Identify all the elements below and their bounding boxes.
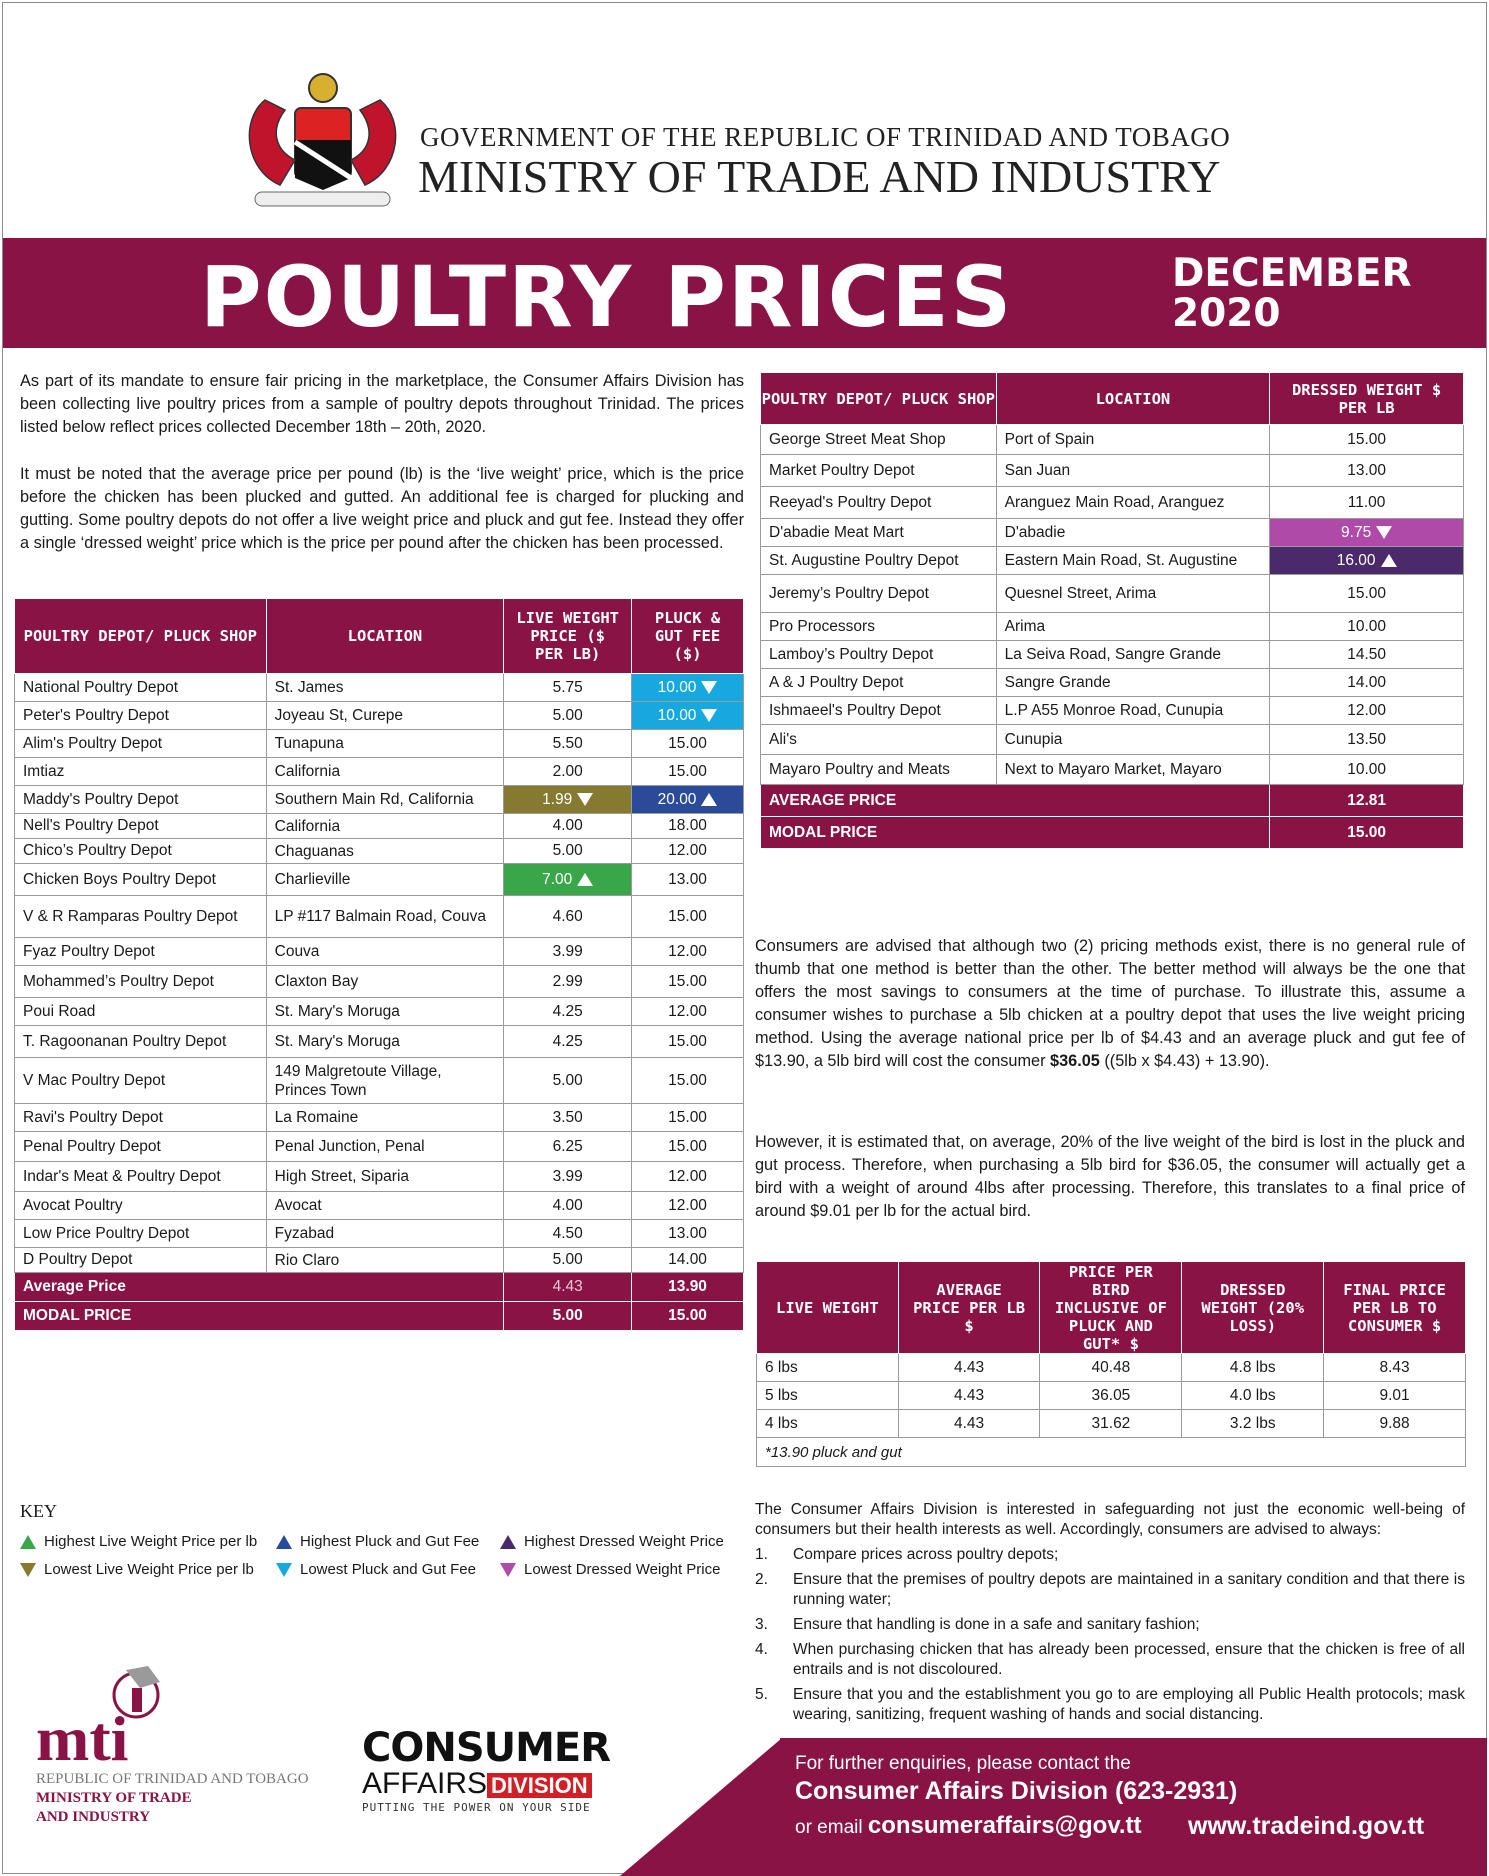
list-number: 4. [755,1641,768,1658]
live-price: 3.50 [504,1104,632,1132]
fee-average-value: 13.90 [632,1273,744,1302]
dressed-price: 13.00 [1270,455,1464,487]
dressed-average-value: 12.81 [1270,785,1464,817]
depot-name: Imtiaz [15,758,267,786]
depot-name: National Poultry Depot [15,674,267,702]
weight-loss-paragraph: However, it is estimated that, on average, 20% of the live weight of the bird is lost in the pluck and gut process. Therefore, when purchasing a 5lb bird for $36.05, the consumer will actually get a bird with a weight of around 4lbs after processing. Therefore, this translates to a final price of around $9.01 per lb for the actual bird. [755,1133,1465,1220]
key-item [500,1533,724,1550]
government-line: GOVERNMENT OF THE REPUBLIC OF TRINIDAD AND TOBAGO [420,122,1231,152]
table-row [15,1104,744,1132]
table-row [757,1354,1466,1382]
calc-cell: 8.43 [1324,1354,1466,1382]
depot-location: Southern Main Rd, California [266,786,504,814]
footer-contact-division: Consumer Affairs Division (623-2931) [795,1777,1238,1805]
depot-name: Peter's Poultry Depot [15,702,267,730]
depot-location: Joyeau St, Curepe [266,702,504,730]
table-row [761,697,1464,725]
depot-name: Fyaz Poultry Depot [15,938,267,966]
depot-name: Lamboy’s Poultry Depot [761,641,997,669]
depot-location: Aranguez Main Road, Aranguez [996,487,1270,519]
table-row [761,725,1464,755]
calc-cell: 36.05 [1040,1382,1182,1410]
live-average-label: Average Price [15,1273,504,1302]
pluck-fee: 15.00 [632,730,744,758]
pricing-method-formula: ((5lb x $4.43) + 13.90). [1099,1052,1270,1070]
intro-paragraph-1: As part of its mandate to ensure fair pricing in the marketplace, the Consumer Affairs Division has been collecting live poultry prices from a sample of poultry depots throughout Trinidad. The prices listed below reflect prices collected December 18th – 20th, 2020. [20,372,744,436]
triangle-up-icon [701,793,717,806]
live-price: 4.60 [504,896,632,938]
dressed-modal-value: 15.00 [1270,817,1464,849]
list-number: 2. [755,1571,768,1588]
live-modal-label: MODAL PRICE [15,1302,504,1331]
key-label: Lowest Live Weight Price per lb [44,1561,254,1578]
dressed-average-row [761,785,1464,817]
fee-lowest [632,674,744,702]
dressed-price: 14.50 [1270,641,1464,669]
depot-location: St. James [266,674,504,702]
pluck-fee: 12.00 [632,839,744,864]
live-price: 6.25 [504,1132,632,1162]
dressed-price: 10.00 [1270,613,1464,641]
depot-location: Next to Mayaro Market, Mayaro [996,755,1270,785]
depot-name: T. Ragoonanan Poultry Depot [15,1026,267,1058]
depot-location: L.P A55 Monroe Road, Cunupia [996,697,1270,725]
fee-lowest-value: 10.00 [657,678,697,696]
key-label: Lowest Dressed Weight Price [524,1561,721,1578]
table-row [761,669,1464,697]
list-item [755,1545,1465,1565]
fee-lowest-value: 10.00 [657,706,697,724]
intro-paragraph-2: It must be noted that the average price per pound (lb) is the ‘live weight’ price, which is the price before the chicken has been plucked and gutted. An additional fee is charged for plucking and gutting. Some poultry depots do not offer a live weight price and pluck and gut fee. Instead they offer a single ‘dressed weight’ price which is the price per pound after the chicken has been processed. [20,465,744,552]
depot-name: George Street Meat Shop [761,425,997,455]
calc-header-dressed-weight: DRESSED WEIGHT (20% LOSS) [1182,1262,1324,1354]
depot-location: Arima [996,613,1270,641]
pluck-fee: 12.00 [632,1162,744,1192]
live-price: 5.50 [504,730,632,758]
depot-name: Market Poultry Depot [761,455,997,487]
fee-lowest [632,702,744,730]
depot-location: High Street, Siparia [266,1162,504,1192]
live-modal-value: 5.00 [504,1302,632,1331]
depot-name: Ishmaeel's Poultry Depot [761,697,997,725]
depot-location: St. Mary's Moruga [266,998,504,1026]
depot-name: D'abadie Meat Mart [761,519,997,547]
live-price: 4.00 [504,814,632,839]
table-row [15,966,744,998]
pluck-fee: 15.00 [632,1104,744,1132]
table-row [761,487,1464,519]
depot-location: La Romaine [266,1104,504,1132]
live-price-lowest-value: 1.99 [542,790,573,808]
calc-cell: 40.48 [1040,1354,1182,1382]
header-depot: POULTRY DEPOT/ PLUCK SHOP [15,599,267,674]
footer-email-line [795,1812,1142,1840]
dressed-price: 11.00 [1270,487,1464,519]
mti-logo-icon [36,1660,176,1770]
table-row [761,455,1464,487]
depot-location: Charlieville [266,864,504,896]
table-row [15,814,744,839]
live-price: 4.25 [504,998,632,1026]
ca-word-line [362,1767,610,1801]
depot-name: Jeremy’s Poultry Depot [761,575,997,613]
live-price: 5.00 [504,702,632,730]
health-advice [755,1500,1465,1725]
table-row [15,1058,744,1104]
table-row [15,1132,744,1162]
pricing-method-text: Consumers are advised that although two (2) pricing methods exist, there is no general rule of thumb that one method is better than the other. The better method will always be the one that offers the most savings to consumers at the time of purchase. To illustrate this, assume a consumer wishes to purchase a 5lb chicken at a poultry depot that uses the live weight pricing method. Using the average national price per lb of $4.43 and an average pluck and gut fee of $13.90, a 5lb bird will cost the consumer [755,937,1465,1070]
footer-email-prefix: or email [795,1817,868,1838]
dressed-price-highest [1270,547,1464,575]
ca-tagline: PUTTING THE POWER ON YOUR SIDE [362,1801,591,1814]
pluck-fee: 15.00 [632,1058,744,1104]
depot-location: Fyzabad [266,1220,504,1248]
table-row [15,938,744,966]
key-item [20,1561,254,1578]
pricing-method-paragraph [755,935,1465,1073]
key-item [500,1561,720,1578]
table-row [15,1026,744,1058]
calc-cell: 6 lbs [757,1354,899,1382]
depot-name: Alim's Poultry Depot [15,730,267,758]
report-year: 2020 [1172,291,1281,336]
table-row [761,755,1464,785]
table-row [761,547,1464,575]
table-row [761,613,1464,641]
table-row [761,641,1464,669]
health-list [755,1545,1465,1725]
list-number: 5. [755,1686,768,1703]
depot-location: D'abadie [996,519,1270,547]
depot-name: St. Augustine Poultry Depot [761,547,997,575]
depot-name: Ali's [761,725,997,755]
depot-location: California [266,814,504,839]
mti-country: REPUBLIC OF TRINIDAD AND TOBAGO [36,1771,309,1787]
depot-location: 149 Malgretoute Village, Princes Town [266,1058,504,1104]
list-text: When purchasing chicken that has already been processed, ensure that the chicken is free of all entrails and is not discoloured. [793,1641,1465,1678]
table-row [15,786,744,814]
footer-website-link[interactable]: www.tradeind.gov.tt [1188,1812,1425,1840]
table-row [15,1248,744,1273]
key-item [20,1533,257,1550]
depot-name: Chicken Boys Poultry Depot [15,864,267,896]
dressed-price: 14.00 [1270,669,1464,697]
depot-name: V & R Ramparas Poultry Depot [15,896,267,938]
depot-location: San Juan [996,455,1270,487]
live-price: 5.00 [504,839,632,864]
calc-note: *13.90 pluck and gut [757,1438,1466,1467]
dressed-price: 13.50 [1270,725,1464,755]
depot-name: Ravi's Poultry Depot [15,1104,267,1132]
pluck-fee: 14.00 [632,1248,744,1273]
footer-slant [620,1738,782,1876]
depot-name: Chico’s Poultry Depot [15,839,267,864]
price-calculation-table [756,1261,1466,1467]
table-row [15,864,744,896]
depot-location: Chaguanas [266,839,504,864]
header-live-weight: LIVE WEIGHT PRICE ($ PER LB) [504,599,632,674]
depot-location: LP #117 Balmain Road, Couva [266,896,504,938]
live-price: 5.00 [504,1058,632,1104]
list-item [755,1615,1465,1635]
depot-location: Eastern Main Road, St. Augustine [996,547,1270,575]
key-item [276,1533,479,1550]
calc-header-live-weight: LIVE WEIGHT [757,1262,899,1354]
table-row [15,998,744,1026]
dressed-weight-table [760,372,1464,849]
dressed-price: 12.00 [1270,697,1464,725]
depot-name: V Mac Poultry Depot [15,1058,267,1104]
pluck-fee: 15.00 [632,966,744,998]
triangle-down-icon [276,1563,292,1577]
live-price: 4.00 [504,1192,632,1220]
table-row [761,575,1464,613]
pluck-fee: 12.00 [632,998,744,1026]
table-row [15,1220,744,1248]
mti-name-line1: MINISTRY OF TRADE [36,1790,192,1806]
mti-text [36,1770,309,1827]
depot-name: Mohammed’s Poultry Depot [15,966,267,998]
calc-cell: 9.01 [1324,1382,1466,1410]
live-average-value: 4.43 [504,1273,632,1302]
list-text: Compare prices across poultry depots; [793,1546,1059,1563]
calc-cell: 4.43 [898,1382,1040,1410]
dressed-price: 10.00 [1270,755,1464,785]
example-total: $36.05 [1050,1052,1100,1070]
depot-name: Nell's Poultry Depot [15,814,267,839]
calc-cell: 9.88 [1324,1410,1466,1438]
key-item [276,1561,476,1578]
table-row [15,674,744,702]
calc-cell: 4 lbs [757,1410,899,1438]
live-price: 3.99 [504,938,632,966]
depot-location: St. Mary's Moruga [266,1026,504,1058]
table-row [761,519,1464,547]
footer-contact-intro: For further enquiries, please contact the [795,1753,1131,1774]
dressed-price: 15.00 [1270,575,1464,613]
pluck-fee: 12.00 [632,938,744,966]
depot-name: Poui Road [15,998,267,1026]
triangle-down-icon [701,681,717,694]
calc-cell: 4.0 lbs [1182,1382,1324,1410]
list-text: Ensure that handling is done in a safe and sanitary fashion; [793,1616,1200,1633]
mti-name-line2: AND INDUSTRY [36,1809,151,1825]
dressed-header-location: LOCATION [996,373,1270,425]
list-text: Ensure that the premises of poultry depots are maintained in a sanitary condition and that there is running water; [793,1571,1465,1608]
table-row [757,1382,1466,1410]
dressed-price-highest-value: 16.00 [1336,551,1376,569]
pluck-fee: 15.00 [632,1132,744,1162]
consumer-affairs-logo [362,1725,610,1814]
pluck-fee: 15.00 [632,1026,744,1058]
header-location: LOCATION [266,599,504,674]
fee-highest [632,786,744,814]
table-row [15,730,744,758]
report-month: DECEMBER [1172,251,1412,296]
pluck-fee: 15.00 [632,758,744,786]
depot-name: Penal Poultry Depot [15,1132,267,1162]
triangle-up-icon [276,1535,292,1549]
live-modal-row [15,1302,744,1331]
depot-name: A & J Poultry Depot [761,669,997,697]
mti-wordmark: mti [36,1703,129,1770]
fee-modal-value: 15.00 [632,1302,744,1331]
key-label: Highest Live Weight Price per lb [44,1533,258,1550]
depot-location: Rio Claro [266,1248,504,1273]
live-price: 4.25 [504,1026,632,1058]
table-row [761,425,1464,455]
dressed-modal-label: MODAL PRICE [761,817,1270,849]
calc-header-avg-price: AVERAGE PRICE PER LB $ [898,1262,1040,1354]
table-row [757,1410,1466,1438]
depot-location: Port of Spain [996,425,1270,455]
ministry-line: MINISTRY OF TRADE AND INDUSTRY [418,151,1221,202]
triangle-up-icon [500,1535,516,1549]
ca-word-consumer: CONSUMER [362,1725,611,1771]
depot-name: Low Price Poultry Depot [15,1220,267,1248]
dressed-price: 15.00 [1270,425,1464,455]
calc-cell: 5 lbs [757,1382,899,1410]
live-price-lowest [504,786,632,814]
dressed-price-lowest [1270,519,1464,547]
list-item [755,1570,1465,1610]
live-price: 3.99 [504,1162,632,1192]
table-row [15,702,744,730]
table-row [15,839,744,864]
triangle-up-icon [20,1535,36,1549]
live-price: 5.75 [504,674,632,702]
list-item [755,1685,1465,1725]
table-row [15,1162,744,1192]
calc-cell: 31.62 [1040,1410,1182,1438]
depot-name: Mayaro Poultry and Meats [761,755,997,785]
depot-location: Couva [266,938,504,966]
calc-cell: 4.8 lbs [1182,1354,1324,1382]
ca-word-division: DIVISION [487,1773,592,1798]
live-price-highest-value: 7.00 [542,870,573,888]
triangle-down-icon [1376,526,1392,539]
dressed-header-depot: POULTRY DEPOT/ PLUCK SHOP [761,373,997,425]
calc-cell: 3.2 lbs [1182,1410,1324,1438]
health-intro: The Consumer Affairs Division is interested in safeguarding not just the economic well-being of consumers but their health interests as well. Accordingly, consumers are advised to always: [755,1501,1465,1538]
list-item [755,1640,1465,1680]
depot-name: Pro Processors [761,613,997,641]
key-label: Highest Pluck and Gut Fee [300,1533,480,1550]
depot-location: Avocat [266,1192,504,1220]
calc-cell: 4.43 [898,1354,1040,1382]
coat-of-arms-icon [235,60,410,220]
depot-location: Sangre Grande [996,669,1270,697]
depot-name: Avocat Poultry [15,1192,267,1220]
depot-location: Cunupia [996,725,1270,755]
depot-name: Reeyad's Poultry Depot [761,487,997,519]
depot-location: Quesnel Street, Arima [996,575,1270,613]
calc-header-final-price: FINAL PRICE PER LB TO CONSUMER $ [1324,1262,1466,1354]
table-row [15,758,744,786]
triangle-down-icon [577,793,593,806]
live-weight-table [14,598,744,1331]
calc-cell: 4.43 [898,1410,1040,1438]
depot-location: California [266,758,504,786]
pluck-fee: 18.00 [632,814,744,839]
header-pluck-fee: PLUCK & GUT FEE ($) [632,599,744,674]
list-number: 3. [755,1616,768,1633]
key-label: Lowest Pluck and Gut Fee [300,1561,476,1578]
live-price: 5.00 [504,1248,632,1273]
report-date [1172,251,1412,336]
key-label: Highest Dressed Weight Price [524,1533,724,1550]
list-number: 1. [755,1546,768,1563]
pluck-fee: 13.00 [632,1220,744,1248]
triangle-up-icon [577,873,593,886]
depot-location: La Seiva Road, Sangre Grande [996,641,1270,669]
ca-word-affairs: AFFAIRS [362,1767,488,1800]
triangle-down-icon [20,1563,36,1577]
depot-location: Claxton Bay [266,966,504,998]
depot-location: Tunapuna [266,730,504,758]
table-row [15,1192,744,1220]
dressed-average-label: AVERAGE PRICE [761,785,1270,817]
triangle-down-icon [701,709,717,722]
page-title: POULTRY PRICES [200,248,1014,346]
triangle-down-icon [500,1563,516,1577]
live-average-row [15,1273,744,1302]
depot-name: Indar's Meat & Poultry Depot [15,1162,267,1192]
depot-location: Penal Junction, Penal [266,1132,504,1162]
fee-highest-value: 20.00 [657,790,697,808]
table-row [15,896,744,938]
live-price: 2.99 [504,966,632,998]
dressed-modal-row [761,817,1464,849]
pluck-fee: 13.00 [632,864,744,896]
calc-header-price-per-bird: PRICE PER BIRD INCLUSIVE OF PLUCK AND GUT* $ [1040,1262,1182,1354]
triangle-up-icon [1381,554,1397,567]
dressed-header-price: DRESSED WEIGHT $ PER LB [1270,373,1464,425]
live-price-highest [504,864,632,896]
list-text: Ensure that you and the establishment you go to are employing all Public Health protocols; mask wearing, sanitizing, frequent washing of hands and social distancing. [793,1686,1465,1723]
depot-name: D Poultry Depot [15,1248,267,1273]
live-price: 4.50 [504,1220,632,1248]
dressed-price-lowest-value: 9.75 [1341,523,1372,541]
footer-email-link[interactable]: consumeraffairs@gov.tt [867,1812,1142,1839]
depot-name: Maddy's Poultry Depot [15,786,267,814]
pluck-fee: 15.00 [632,896,744,938]
pluck-fee: 12.00 [632,1192,744,1220]
key-title: KEY [20,1501,57,1521]
live-price: 2.00 [504,758,632,786]
